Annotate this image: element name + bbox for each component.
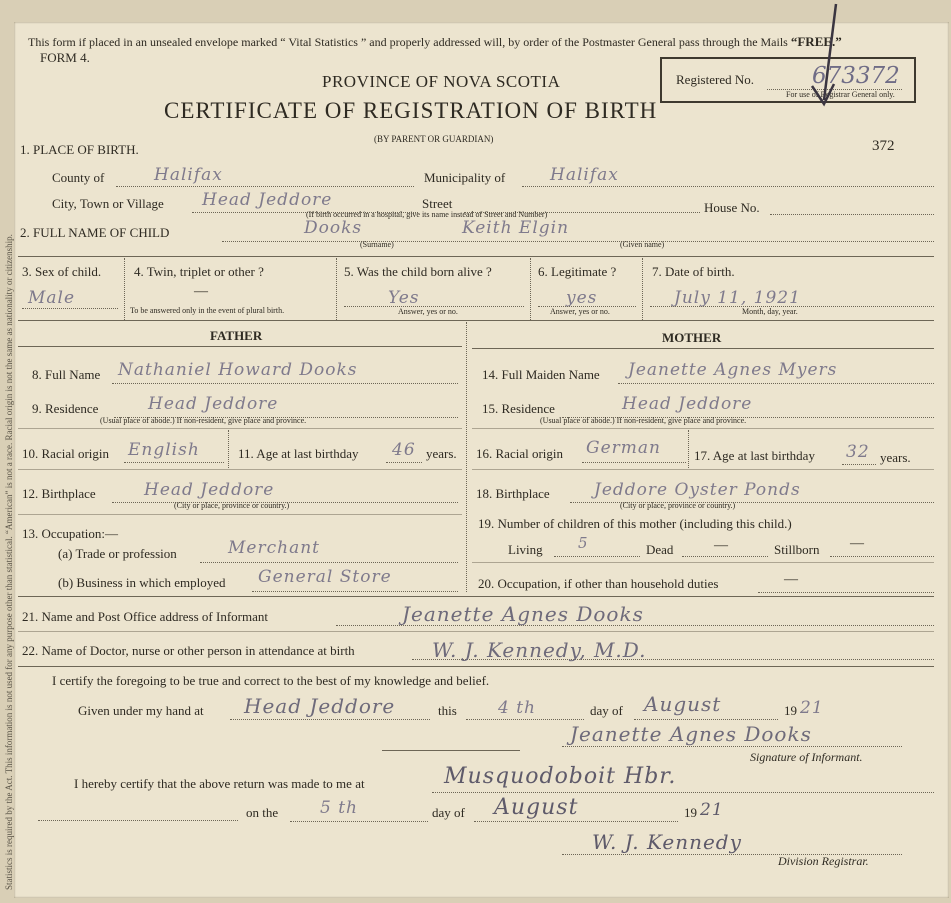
street-label: Street bbox=[422, 196, 453, 211]
father-residence-note: (Usual place of abode.) If non-resident, give place and province. bbox=[100, 416, 307, 425]
registered-number-box bbox=[660, 57, 916, 103]
father-age-label: 11. Age at last birthday bbox=[238, 446, 359, 461]
city-value: Head Jeddore bbox=[202, 190, 333, 210]
dead-label: Dead bbox=[646, 542, 674, 557]
father-residence-label: 9. Residence bbox=[32, 401, 99, 416]
twin-label: 4. Twin, triplet or other ? bbox=[134, 264, 264, 279]
mother-name-label: 14. Full Maiden Name bbox=[482, 367, 600, 382]
informant-signature-label: Signature of Informant. bbox=[750, 750, 863, 764]
mother-birthplace-value: Jeddore Oyster Ponds bbox=[594, 480, 801, 500]
this-label: this bbox=[438, 703, 457, 718]
mother-occupation-value: — bbox=[784, 572, 798, 587]
informant-value: Jeanette Agnes Dooks bbox=[402, 602, 644, 626]
father-race-label: 10. Racial origin bbox=[22, 446, 110, 461]
house-label: House No. bbox=[704, 200, 760, 215]
father-race-value: English bbox=[128, 440, 200, 460]
mother-race-label: 16. Racial origin bbox=[476, 446, 564, 461]
doctor-value: W. J. Kennedy, M.D. bbox=[432, 638, 647, 662]
born-alive-label: 5. Was the child born alive ? bbox=[344, 264, 492, 279]
dob-note: Month, day, year. bbox=[742, 307, 798, 316]
father-business-label: (b) Business in which employed bbox=[58, 575, 226, 590]
form-number: FORM 4. bbox=[40, 50, 90, 65]
mother-race-value: German bbox=[586, 438, 661, 458]
father-name-label: 8. Full Name bbox=[32, 367, 101, 382]
legitimate-note: Answer, yes or no. bbox=[550, 307, 610, 316]
division-registrar-label: Division Registrar. bbox=[778, 854, 869, 868]
born-alive-value: Yes bbox=[388, 288, 420, 308]
municipality-label: Municipality of bbox=[424, 170, 506, 185]
legitimate-value: yes bbox=[566, 288, 598, 308]
registrar-check-mark bbox=[794, 0, 854, 120]
child-surname: Dooks bbox=[304, 218, 363, 238]
stillborn-label: Stillborn bbox=[774, 542, 820, 557]
page-title: CERTIFICATE OF REGISTRATION OF BIRTH bbox=[164, 98, 658, 123]
registration-month: August bbox=[494, 795, 579, 820]
sidebar-margin-text: Statistics is required by the Act. This information is not used for any purpose other than statistical. “American” is not a race. Racial origin is not the same as nationality or citizenship. bbox=[4, 234, 14, 890]
child-name-label: 2. FULL NAME OF CHILD bbox=[20, 225, 170, 240]
informant-signature: Jeanette Agnes Dooks bbox=[570, 722, 812, 746]
registration-year-prefix: 19 bbox=[684, 805, 697, 820]
certify-text: I certify the foregoing to be true and correct to the best of my knowledge and belief. bbox=[52, 673, 490, 688]
mother-residence-note: (Usual place of abode.) If non-resident, give place and province. bbox=[540, 416, 747, 425]
registrar-use-note: For use of Registrar General only. bbox=[786, 90, 895, 99]
registrar-certify-text: I hereby certify that the above return was made to me at bbox=[74, 776, 365, 791]
doctor-label: 22. Name of Doctor, nurse or other person in attendance at birth bbox=[22, 643, 355, 658]
on-the-label: on the bbox=[246, 805, 279, 820]
given-day: 4 th bbox=[498, 698, 536, 718]
registered-value: 673372 bbox=[812, 63, 900, 89]
birth-certificate bbox=[14, 22, 949, 898]
registrar-place: Musquodoboit Hbr. bbox=[444, 764, 677, 789]
mother-heading: MOTHER bbox=[662, 330, 722, 345]
dob-value: July 11, 1921 bbox=[674, 288, 801, 308]
father-residence-value: Head Jeddore bbox=[148, 394, 279, 414]
sex-label: 3. Sex of child. bbox=[22, 264, 102, 279]
father-years: years. bbox=[426, 446, 457, 461]
given-under-label: Given under my hand at bbox=[78, 703, 204, 718]
living-label: Living bbox=[508, 542, 543, 557]
stillborn-value: — bbox=[850, 536, 864, 551]
father-trade-label: (a) Trade or profession bbox=[58, 546, 177, 561]
legitimate-label: 6. Legitimate ? bbox=[538, 264, 617, 279]
registration-year: 21 bbox=[700, 800, 724, 820]
mother-name-value: Jeanette Agnes Myers bbox=[628, 360, 838, 380]
postal-notice: This form if placed in an unsealed envelope marked “ Vital Statistics ” and properly addressed will, by order of the Postmaster General pass through the Mails “FREE.” bbox=[28, 34, 842, 49]
registration-day-of: day of bbox=[432, 805, 465, 820]
father-occupation-label: 13. Occupation:— bbox=[22, 526, 119, 541]
mother-birthplace-label: 18. Birthplace bbox=[476, 486, 550, 501]
mother-residence-label: 15. Residence bbox=[482, 401, 555, 416]
mother-birthplace-note: (City or place, province or country.) bbox=[620, 501, 736, 510]
registrar-signature: W. J. Kennedy bbox=[592, 830, 742, 854]
county-value: Halifax bbox=[154, 165, 223, 185]
father-trade-value: Merchant bbox=[228, 538, 320, 558]
mother-occupation-label: 20. Occupation, if other than household duties bbox=[478, 576, 719, 591]
twin-value: — bbox=[194, 284, 208, 299]
province-heading: PROVINCE OF NOVA SCOTIA bbox=[322, 72, 561, 91]
place-of-birth-label: 1. PLACE OF BIRTH. bbox=[20, 142, 139, 157]
county-label: County of bbox=[52, 170, 105, 185]
father-heading: FATHER bbox=[210, 328, 263, 343]
father-business-value: General Store bbox=[258, 567, 392, 587]
given-month: August bbox=[644, 692, 722, 716]
father-age-value: 46 bbox=[392, 440, 416, 460]
city-label: City, Town or Village bbox=[52, 196, 164, 211]
day-of-label: day of bbox=[590, 703, 623, 718]
given-place: Head Jeddore bbox=[244, 694, 396, 718]
mother-age-value: 32 bbox=[846, 442, 870, 462]
surname-note: (Surname) bbox=[360, 240, 394, 249]
sex-value: Male bbox=[28, 288, 76, 308]
mother-children-label: 19. Number of children of this mother (including this child.) bbox=[478, 516, 792, 531]
given-name-note: (Given name) bbox=[620, 240, 665, 249]
mother-age-label: 17. Age at last birthday bbox=[694, 448, 815, 463]
father-birthplace-value: Head Jeddore bbox=[144, 480, 275, 500]
father-name-value: Nathaniel Howard Dooks bbox=[118, 360, 358, 380]
father-birthplace-label: 12. Birthplace bbox=[22, 486, 96, 501]
given-year: 21 bbox=[800, 698, 824, 718]
corner-number: 372 bbox=[872, 138, 895, 154]
registration-day: 5 th bbox=[320, 798, 358, 818]
dead-value: — bbox=[714, 538, 728, 553]
father-birthplace-note: (City or place, province or country.) bbox=[174, 501, 290, 510]
year-prefix: 19 bbox=[784, 703, 797, 718]
registered-label: Registered No. bbox=[676, 72, 754, 87]
twin-note: To be answered only in the event of plural birth. bbox=[130, 306, 285, 315]
hospital-note: (If birth occurred in a hospital, give its name instead of Street and Number) bbox=[306, 210, 548, 219]
born-alive-note: Answer, yes or no. bbox=[398, 307, 458, 316]
living-value: 5 bbox=[578, 534, 589, 552]
informant-label: 21. Name and Post Office address of Informant bbox=[22, 609, 268, 624]
municipality-value: Halifax bbox=[550, 165, 619, 185]
mother-years: years. bbox=[880, 450, 911, 465]
mother-residence-value: Head Jeddore bbox=[622, 394, 753, 414]
child-given-name: Keith Elgin bbox=[462, 218, 570, 238]
page-subtitle: (BY PARENT OR GUARDIAN) bbox=[374, 134, 494, 144]
dob-label: 7. Date of birth. bbox=[652, 264, 735, 279]
